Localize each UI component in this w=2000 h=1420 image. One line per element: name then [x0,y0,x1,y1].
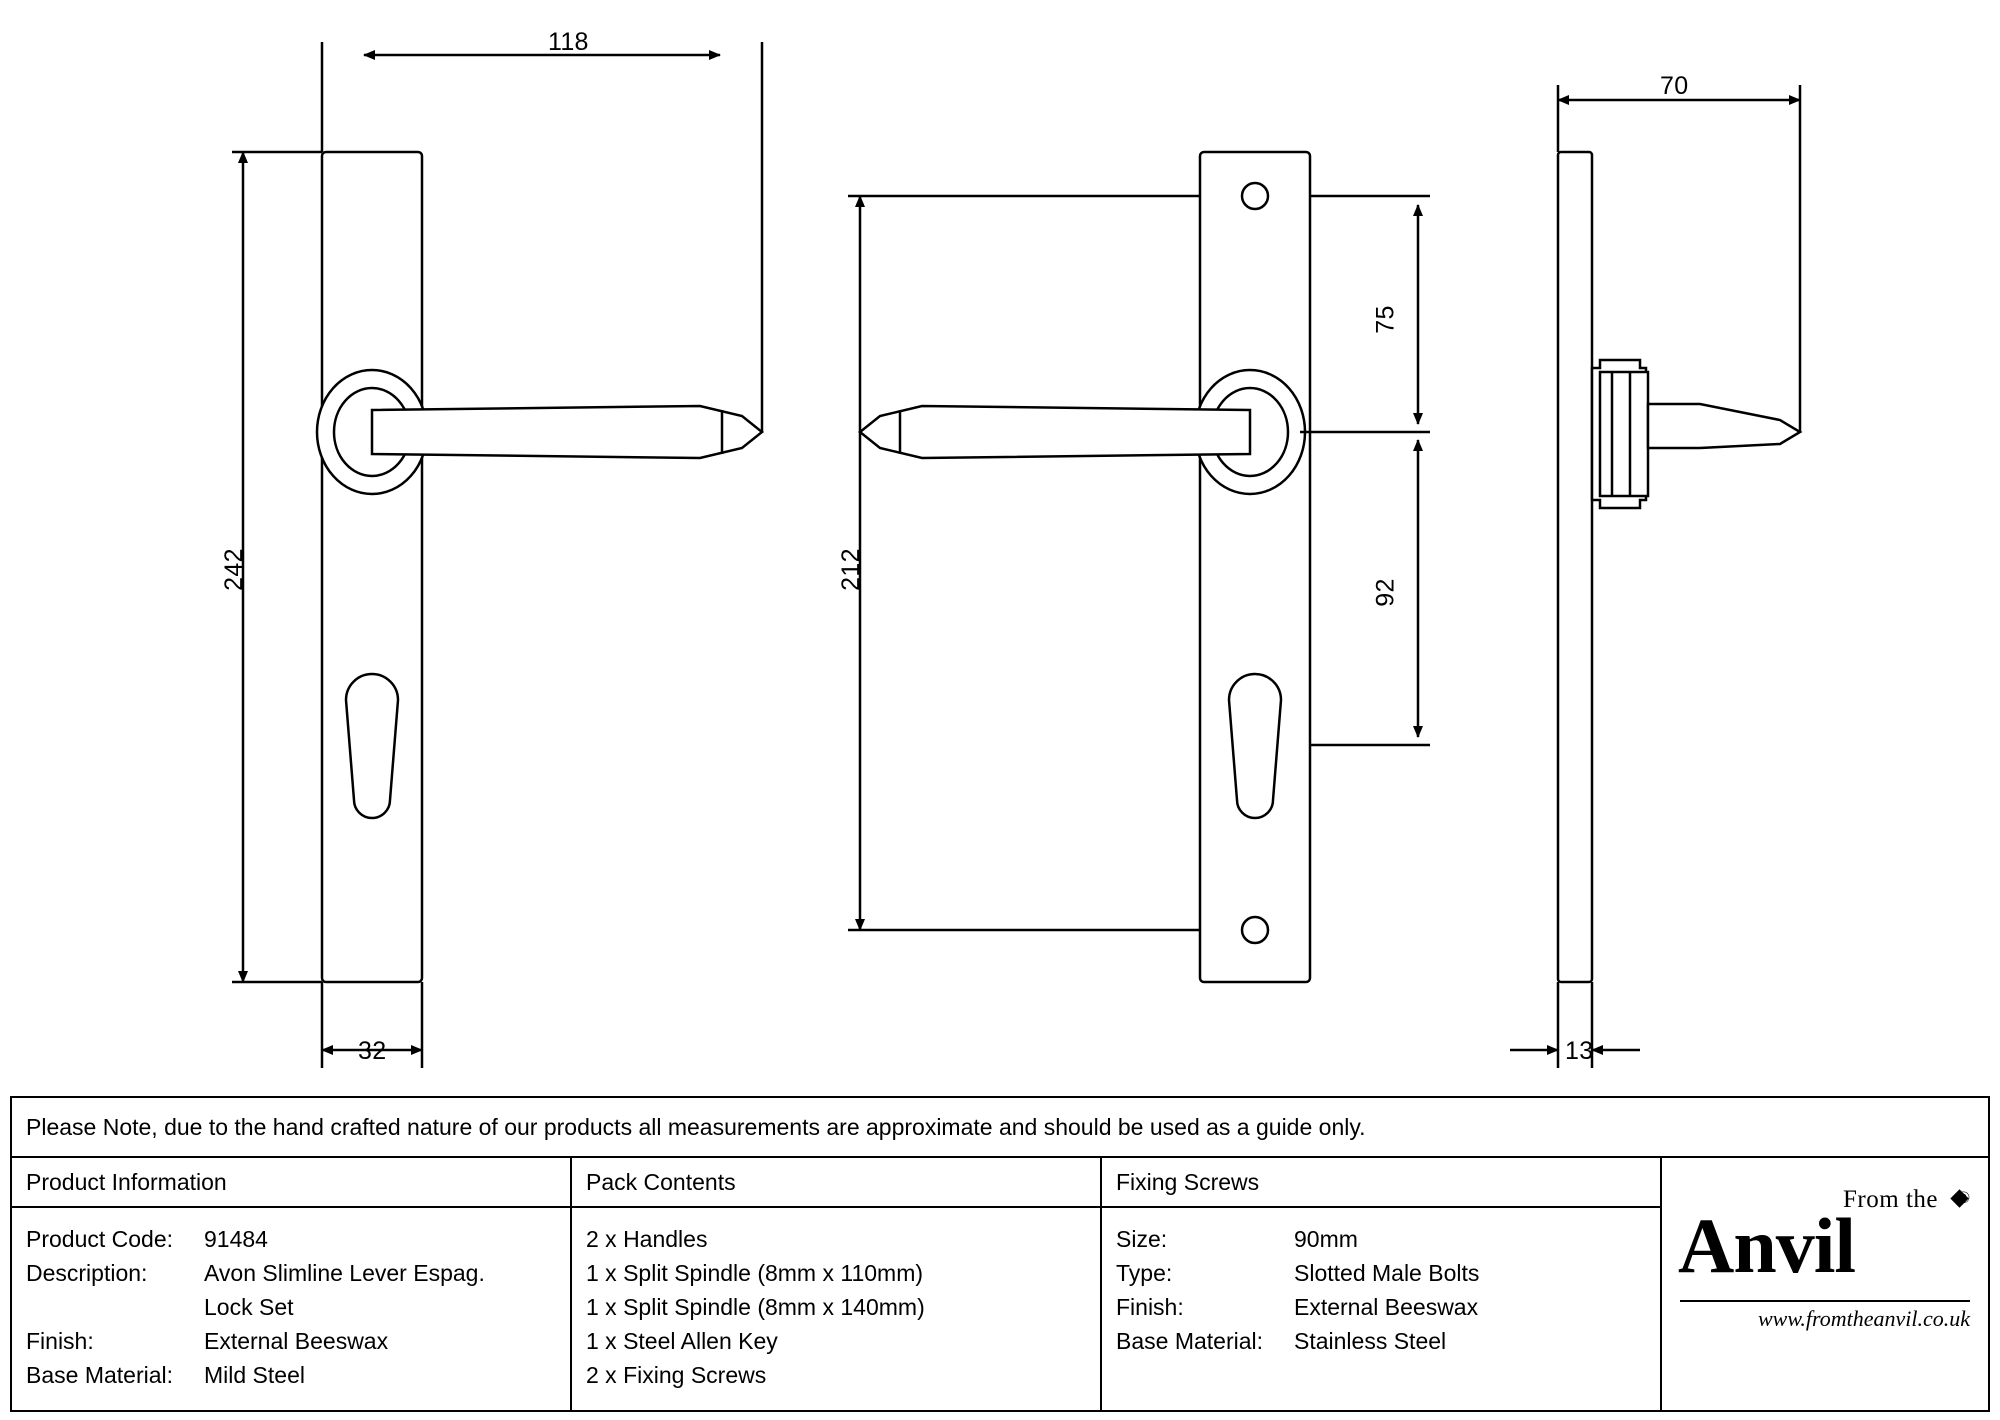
dim-label-212: 212 [836,548,865,591]
info-columns [12,1158,1988,1410]
pack-contents-heading: Pack Contents [572,1158,1100,1208]
logo-brand-text: Anvil [1678,1202,1856,1289]
list-item: 1 x Split Spindle (8mm x 110mm) [586,1260,924,1286]
logo-divider [1680,1300,1970,1302]
finish-label: Finish: [26,1328,94,1354]
screw-type-value: Slotted Male Bolts [1294,1260,1480,1286]
dim-label-75: 75 [1371,305,1400,334]
front-view [317,152,762,982]
product-information-column [12,1158,572,1410]
list-item: 2 x Handles [586,1226,708,1252]
logo-column [1662,1158,1988,1410]
product-information-heading: Product Information [12,1158,570,1208]
description-label: Description: [26,1260,148,1286]
table-row [1116,1256,1660,1290]
screw-base-material-value: Stainless Steel [1294,1328,1447,1354]
list-item: 1 x Steel Allen Key [586,1328,778,1354]
list-item: 2 x Fixing Screws [586,1362,767,1388]
screw-size-value: 90mm [1294,1226,1358,1252]
screw-base-material-label: Base Material: [1116,1328,1264,1354]
table-row [1116,1222,1660,1256]
fixing-screws-body [1102,1208,1660,1358]
table-row [26,1358,570,1392]
note-text: Please Note, due to the hand crafted nature of our products all measurements are approximate and should be used as a guide only. [26,1113,1366,1140]
list-item: 1 x Split Spindle (8mm x 140mm) [586,1294,925,1320]
dim-label-92: 92 [1371,578,1400,607]
fixing-screws-heading: Fixing Screws [1102,1158,1660,1208]
dim-label-70: 70 [1660,72,1689,100]
dim-75 [1300,196,1430,432]
dim-label-32: 32 [358,1037,387,1065]
base-material-value: Mild Steel [204,1362,305,1388]
product-code-label: Product Code: [26,1226,174,1252]
side-view [1558,152,1800,982]
table-row [1116,1324,1660,1358]
rear-view [860,152,1310,982]
dim-label-13: 13 [1565,1037,1594,1065]
table-row [26,1290,570,1324]
table-row [26,1222,570,1256]
fixing-screws-column [1102,1158,1662,1410]
brand-logo [1662,1158,1988,1410]
registered-trademark-icon: ® [1957,1188,1970,1207]
screw-finish-value: External Beeswax [1294,1294,1479,1320]
description-value: Avon Slimline Lever Espag. [204,1260,485,1286]
dim-label-242: 242 [219,548,248,591]
table-row [26,1256,570,1290]
pack-contents-body [572,1208,1100,1392]
info-block [10,1096,1990,1412]
dim-212 [848,196,1200,930]
product-information-body [12,1208,570,1392]
dim-92 [1310,440,1430,745]
description-value-cont: Lock Set [204,1294,294,1320]
description-label-cont [26,1290,204,1324]
pack-contents-column [572,1158,1102,1410]
table-row [1116,1290,1660,1324]
note-row [12,1098,1988,1158]
logo-url-text: www.fromtheanvil.co.uk [1757,1306,1970,1331]
dim-label-118: 118 [548,28,589,56]
product-code-value: 91484 [204,1226,268,1252]
finish-value: External Beeswax [204,1328,389,1354]
table-row [26,1324,570,1358]
screw-type-label: Type: [1116,1260,1173,1286]
screw-size-label: Size: [1116,1226,1168,1252]
base-material-label: Base Material: [26,1362,174,1388]
logo-from-the-text: From the [1843,1186,1938,1213]
screw-finish-label: Finish: [1116,1294,1184,1320]
